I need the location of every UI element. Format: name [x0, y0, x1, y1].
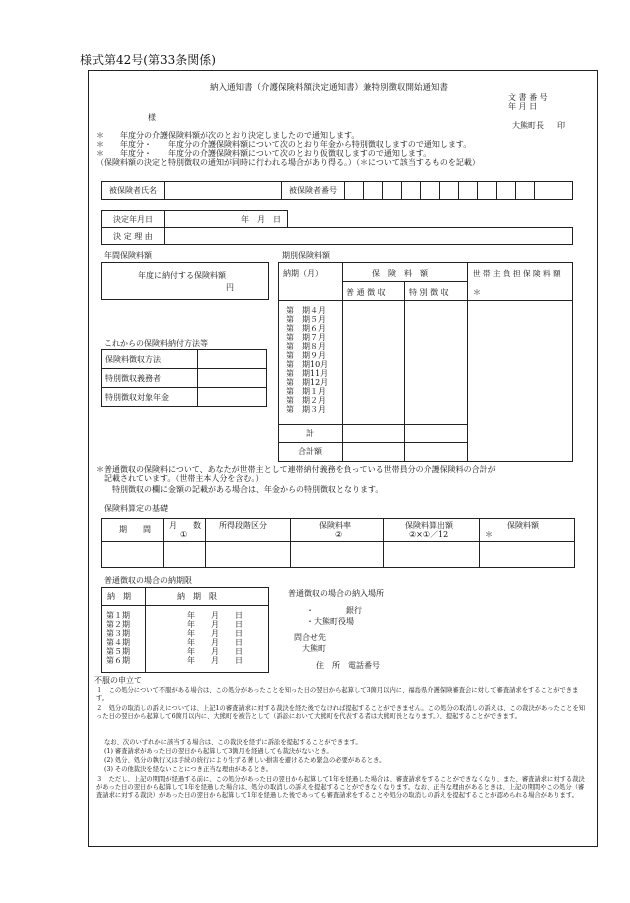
- appeal-paragraph-2: ２ 処分の取消しの訴えについては、上記1の審査請求に対する裁決を経た後でなければ提起することができません。この処分の取消しの訴えは、この裁決があったことを知った日の翌日から起算して6箇月以内に、大熊町を被告として（訴訟において大熊町を代表する者は大熊町長となります。）、提起することができます。: [96, 705, 586, 721]
- insured-name-label: 被保険者氏名: [102, 182, 165, 200]
- deadline-date: 年 月 日: [187, 629, 243, 638]
- basis-col-bracket: 所得段階区分: [219, 521, 267, 530]
- deadline-date: 年 月 日: [187, 638, 243, 647]
- household-head-column-header: 世 帯 主 負 担 保 険 料 額: [473, 269, 561, 278]
- total-label: 合計額: [298, 447, 322, 456]
- deadline-col-period: 納 期: [107, 592, 131, 601]
- appeal-case-1: (1) 審査請求があった日の翌日から起算して3箇月を経過しても裁決がないとき。: [104, 748, 333, 755]
- month-row: 第 期１月: [286, 387, 326, 396]
- intro-line-1: ＊ 年度分の介護保険料額が次のとおり決定しましたので通知します。: [96, 131, 360, 140]
- decision-table: [101, 210, 573, 245]
- payment-place-heading: 普通徴収の場合の納入場所: [288, 589, 384, 598]
- note-line-3: 特別徴収の欄に金額の記載がある場合は、年金からの特別徴収となります。: [112, 485, 384, 494]
- insured-name-cell: [165, 182, 282, 200]
- household-mark: ＊: [473, 288, 481, 297]
- deadline-date: 年 月 日: [187, 656, 243, 665]
- month-row: 第 期２月: [286, 396, 326, 405]
- seal-mark: 印: [557, 121, 565, 130]
- annual-premium-heading: 年間保険料額: [104, 251, 152, 260]
- basis-col-calc-sub: ②×①／12: [409, 530, 449, 539]
- payment-town-office: ・大熊町役場: [306, 617, 354, 626]
- special-collection-header: 特 別 徴 収: [409, 288, 449, 297]
- decision-date-label: 決定年月日: [102, 211, 165, 228]
- issuer-name: 大熊町長: [512, 121, 544, 130]
- payment-method-table: [101, 349, 267, 407]
- deadline-date: 年 月 日: [187, 620, 243, 629]
- subtotal-label: 計: [306, 429, 314, 438]
- basis-col-rate: 保険料率: [319, 521, 351, 530]
- basis-col-months-sub: ①: [180, 530, 188, 539]
- period-column-header: 納期（月）: [283, 269, 323, 278]
- insured-table: [101, 181, 573, 200]
- deadline-period: 第２期: [106, 620, 130, 629]
- month-row: 第 期12月: [286, 378, 329, 387]
- decision-reason-cell: [165, 228, 573, 245]
- method-row-label: 特別徴収対象年金: [102, 388, 198, 407]
- basis-col-calc: 保険料算出額: [405, 521, 453, 530]
- basis-col-amount-sub: ＊: [485, 530, 493, 539]
- addressee-label: 様: [148, 113, 156, 122]
- basis-heading: 保険料算定の基礎: [104, 504, 168, 513]
- deadline-period: 第１期: [106, 611, 130, 620]
- contact-org: 大熊町: [302, 644, 326, 653]
- annual-premium-line-1: 年度に納付する保険料額: [138, 271, 226, 280]
- appeal-case-2: (2) 処分、処分の執行又は手続の続行により生ずる著しい損害を避けるため緊急の必要があるとき。: [104, 757, 386, 764]
- deadline-period: 第４期: [106, 638, 130, 647]
- annual-premium-box: [101, 262, 269, 300]
- deadline-period: 第３期: [106, 629, 130, 638]
- month-row: 第 期９月: [286, 351, 326, 360]
- document-date-label: 年 月 日: [508, 102, 538, 111]
- intro-line-4: （保険料額の決定と特別徴収の通知が同時に行われる場合があり得る。）（＊について該当するものを記載）: [96, 158, 480, 167]
- basis-col-months: 月 数: [169, 521, 201, 530]
- month-row: 第 期11月: [286, 369, 329, 378]
- payment-method-heading: これからの保険料納付方法等: [104, 339, 208, 348]
- basis-col-rate-sub: ②: [335, 530, 343, 539]
- method-row-label: 保険料徴収方法: [102, 350, 198, 369]
- month-row: 第 期３月: [286, 405, 326, 414]
- ordinary-collection-header: 普 通 徴 収: [346, 288, 386, 297]
- month-row: 第 期10月: [286, 360, 329, 369]
- annual-premium-line-2: 円: [226, 283, 234, 292]
- month-row: 第 期６月: [286, 324, 326, 333]
- payment-bank: ・ 銀行: [306, 606, 362, 615]
- deadline-heading: 普通徴収の場合の納期限: [104, 576, 192, 585]
- premium-column-header: 保 険 料 額: [372, 269, 428, 278]
- deadline-col-deadline: 納 期 限: [177, 592, 217, 601]
- decision-reason-label: 決 定 理 由: [102, 228, 165, 245]
- deadline-date: 年 月 日: [187, 647, 243, 656]
- month-row: 第 期５月: [286, 315, 326, 324]
- contact-heading: 問合せ先: [294, 633, 326, 642]
- note-line-1: ＊普通徴収の保険料について、あなたが世帯主として連帯納付義務を負っている世帯員分の介護保険料の合計が: [96, 465, 496, 474]
- deadline-period: 第５期: [106, 647, 130, 656]
- deadline-date: 年 月 日: [187, 611, 243, 620]
- appeal-note: なお、次のいずれかに該当する場合は、この裁決を経ずに訴訟を提起することができます。: [104, 739, 362, 746]
- appeal-heading: 不服の申立て: [94, 676, 142, 685]
- month-row: 第 期７月: [286, 333, 326, 342]
- document-title: 納入通知書（介護保険料額決定通知書）兼特別徴収開始通知書: [210, 83, 449, 93]
- intro-line-2: ＊ 年度分・ 年度分の介護保険料額について次のとおり年金から特別徴収しますので通知します。: [96, 140, 472, 149]
- deadline-period: 第６期: [106, 656, 130, 665]
- decision-date-value: 年 月 日: [165, 211, 288, 228]
- periodic-premium-heading: 期別保険料額: [282, 251, 330, 260]
- appeal-paragraph-3: ３ ただし、上記の期間が経過する前に、この処分があった日の翌日から起算して1年を経過した場合は、審査請求をすることができなくなり、また、審査請求に対する裁決があった日の翌日から起算して1年を経過した場合は、処分の取消しの訴えを提起することができなくなります。なお、正当な理由があるときは、上記の期間やこの処分（審査請求に対する裁決）があった日の翌日から起算して1年を経過した後であっても審査請求をすることや処分の取消しの訴えを提起することが認められる場合があります。: [96, 776, 585, 800]
- note-line-2: 記載されています。（世帯主本人分を含む。）: [104, 474, 264, 483]
- intro-line-3: ＊ 年度分・ 年度分の介護保険料額について次のとおり仮徴収しますので通知します。: [96, 149, 432, 158]
- form-label: 様式第42号(第33条関係): [80, 53, 216, 67]
- method-row-label: 特別徴収義務者: [102, 369, 198, 388]
- month-row: 第 期４月: [286, 306, 326, 315]
- appeal-case-3: (3) その他裁決を経ないことにつき正当な理由があるとき。: [104, 766, 272, 773]
- insured-number-label: 被保険者番号: [282, 182, 345, 200]
- month-row: 第 期８月: [286, 342, 326, 351]
- contact-address-phone: 住 所 電話番号: [316, 661, 380, 670]
- basis-col-amount: 保険料額: [507, 521, 539, 530]
- appeal-paragraph-1: １ この処分について不服がある場合は、この処分があったことを知った日の翌日から起算して3箇月以内に、福島県介護保険審査会に対して審査請求をすることができます。: [96, 687, 579, 703]
- document-number-label: 文 書 番 号: [508, 93, 548, 102]
- basis-col-period: 期 間: [119, 525, 151, 534]
